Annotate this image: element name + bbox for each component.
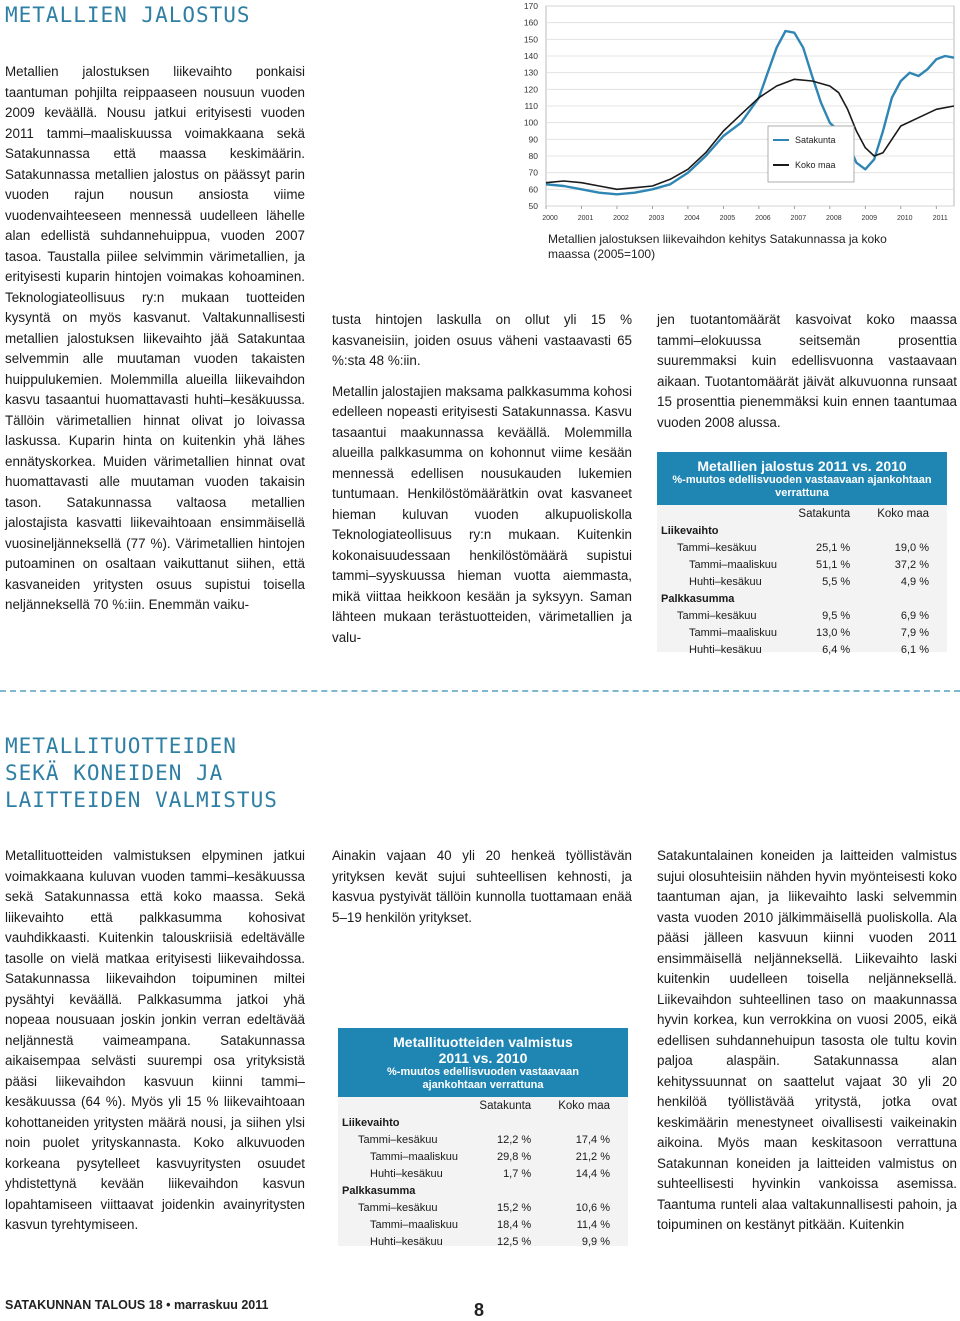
row-label: Huhti–kesäkuu xyxy=(370,1167,443,1180)
x-tick-label: 2004 xyxy=(684,215,700,222)
y-tick-label: 170 xyxy=(523,1,538,11)
cell-satakunta: 9,5 % xyxy=(822,609,851,622)
paragraph: Metallituotteiden valmistuksen elpyminen jatkui voimakkaana kuluvan vuoden tammi–kesäkuussa sekä Satakunnassa että koko maassa. Sekä liikevaihto että palkkasumma kohosivat vauhdikkaasti. Kuitenkin talouskriisiä edeltävälle tasolle on vielä matkaa erityisesti liikevaihdossa. Satakunnassa liikevaihdon toipuminen miltei pysähtyi keväällä. Palkkasumma jatkoi yhä nopeaa nousuaan joskin jonkin verran edeltävää neljännestä vaimeampana. Satakunnassa aikaisempaa selvästi suurempi osa yrityksistä pääsi liikevaihdon kasvuun kiinni tammi–kesäkuussa (64 %). Myös yli 15 % liikevaihtoaan kohottaneiden yritysten määrä nousi, ja siihen ylsi noin puolet yrityskannasta. Koko alkuvuoden korkeana pysytelleet kasvuyritysten osuudet yhdistettynä kevään liikevaihdon kasvun lopahtamiseen viittaavat joidenkin avainyritysten kasvun tyrehtymiseen. xyxy=(5,848,305,1232)
row-label: Tammi–maaliskuu xyxy=(370,1150,459,1163)
cell-koko-maa: 9,9 % xyxy=(581,1235,610,1248)
table-row xyxy=(338,1233,628,1250)
x-tick-label: 2002 xyxy=(613,215,629,222)
table-column-header-row xyxy=(657,505,947,522)
section2-heading: METALLITUOTTEIDEN SEKÄ KONEIDEN JA LAITTEIDEN VALMISTUS xyxy=(5,734,278,812)
cell-koko-maa: 21,2 % xyxy=(575,1150,610,1163)
table-row xyxy=(657,573,947,590)
table-row xyxy=(338,1131,628,1148)
y-tick-label: 160 xyxy=(523,17,538,28)
table-row xyxy=(657,624,947,641)
cell-satakunta: 29,8 % xyxy=(496,1150,532,1163)
x-tick-label: 2007 xyxy=(790,215,807,222)
section-divider xyxy=(0,690,960,692)
legend-label: Satakunta xyxy=(795,135,836,145)
table-row xyxy=(338,1199,628,1216)
table-row xyxy=(657,641,947,658)
y-tick-label: 60 xyxy=(528,184,538,195)
column-header-koko-maa: Koko maa xyxy=(877,507,929,520)
table-group-label: Liikevaihto xyxy=(342,1116,400,1129)
cell-satakunta: 12,2 % xyxy=(496,1133,532,1146)
cell-koko-maa: 10,6 % xyxy=(575,1201,610,1214)
table-group-row xyxy=(657,522,947,539)
table-subtitle: %-muutos edellisvuoden vastaavaan ajankohtaan verrattuna xyxy=(672,474,932,499)
row-label: Tammi–maaliskuu xyxy=(689,558,778,571)
metallituotteiden-valmistus-table xyxy=(338,1028,628,1246)
cell-satakunta: 5,5 % xyxy=(822,575,851,588)
row-label: Huhti–kesäkuu xyxy=(689,575,762,588)
cell-satakunta: 25,1 % xyxy=(815,541,851,554)
table-row xyxy=(338,1148,628,1165)
y-tick-label: 100 xyxy=(523,117,538,128)
table-header xyxy=(338,1028,628,1097)
cell-satakunta: 12,5 % xyxy=(496,1235,532,1248)
paragraph: Satakuntalainen koneiden ja laitteiden valmistus sujui olosuhteisiin nähden hyvin myönteisesti koko taantuman ajan, ja liikevaihto laski selvemmin vasta vuoden 2010 jälkimmäisellä puoliskolla. Ala pääsi jälleen kasvuun kiinni vuoden 2011 ensimmäisellä neljänneksellä. Liikevaihto laski kuitenkin uudelleen toisella neljänneksellä. Liikevaihdon suhteellinen taso on maakunnassa hyvin korkea, kun verrokkina on vuosi 2005, eikä edellisen suhdannehuipun tasosta ole tultu kovin paljoa alaspäin. Satakunnassa alan kehityssuunnat on saattelut vajaat 30 yli 20 henkilöä työllistävää yritystä, jotka ovat keskimäärin menestyneet oivallisesti vaikeinakin aikoina. Myös maan keskitasoon verrattuna Satakunnan koneiden ja laitteiden valmistus on suhteellisesti hyvinkin vankoissa asemissa. Taantuma runteli alaa valtakunnallisesti pahoin, ja toipuminen on kestänyt pitkään. Kuitenkin xyxy=(657,848,957,1232)
table-row xyxy=(338,1216,628,1233)
cell-koko-maa: 37,2 % xyxy=(894,558,929,571)
y-tick-label: 120 xyxy=(523,84,538,95)
cell-satakunta: 6,4 % xyxy=(822,643,851,656)
row-label: Tammi–maaliskuu xyxy=(689,626,778,639)
table-row xyxy=(657,556,947,573)
cell-satakunta: 51,1 % xyxy=(815,558,851,571)
table-row xyxy=(338,1165,628,1182)
table-group-row xyxy=(338,1182,628,1199)
paragraph: Metallien jalostuksen liikevaihto ponkaisi taantuman pohjilta reippaaseen nousuun vuoden 2009 keväällä. Nousu jatkui erityisesti vuoden 2011 tammi–maaliskuussa voimakkaana sekä Satakunnassa että maassa keskimäärin. Satakunnassa metallien jalostus on päässyt parin vuoden rajun nousun ansiosta viime vuodenvaihteeseen mennessä uudelleen lähelle alan edellistä suhdannehuippua, vuoden 2007 tasoa. Taustalla piilee selvimmin värimetallien, ja erityisesti kuparin hintojen voimakas kohoaminen. Teknologiateollisuus ry:n mukaan tuotteiden kysyntä on myös kasvanut. Valtakunnallisesti metallien jalostuksen liikevaihto jää Satakuntaa selvemmin alle muutaman vuoden takaisten huippulukemien. Molemmilla alueilla liikevaihdon kasvu tasaantui huomattavasti huhti–kesäkuussa. Tällöin värimetallien hinnat olivat jo loivassa laskussa. Kuparin hinta on kuitenkin yhä lähes ennätyskorkea. Muiden värimetallien hinnat ovat huomattavasti alle muutaman vuoden takaisin tason. Satakunnassa valtaosa metallien jalostajista kasvatti liikevaihtoaan ensimmäisellä vuosineljänneksellä (77 %). Värimetallien hintojen putoaminen on osaltaan vaikuttanut siihen, että kasvaneiden yritysten osuus supistui toisella neljänneksellä 70 %:iin. Enemmän vaiku- xyxy=(5,64,305,612)
paragraph: Ainakin vajaan 40 yli 20 henkeä työllistävän yrityksen kevät sujui suhteellisen kehnosti, ja kasvua pystyivät tällöin kunnolla tuottamaan enää 5–19 henkilön yritykset. xyxy=(332,848,632,925)
cell-koko-maa: 14,4 % xyxy=(575,1167,610,1180)
y-tick-label: 150 xyxy=(523,34,538,45)
x-tick-label: 2009 xyxy=(861,215,878,222)
section1-col2 xyxy=(332,310,632,658)
row-label: Tammi–maaliskuu xyxy=(370,1218,459,1231)
table-corner-cell xyxy=(657,505,789,522)
y-tick-label: 50 xyxy=(528,201,538,211)
row-label: Tammi–kesäkuu xyxy=(677,609,757,622)
x-tick-label: 2003 xyxy=(648,215,665,222)
cell-satakunta: 13,0 % xyxy=(815,626,851,639)
cell-koko-maa: 11,4 % xyxy=(576,1218,610,1231)
table-group-row xyxy=(338,1114,628,1131)
y-tick-label: 140 xyxy=(523,51,538,61)
x-tick-label: 2008 xyxy=(826,215,842,222)
line-chart xyxy=(510,0,960,232)
x-tick-label: 2010 xyxy=(896,215,913,222)
y-tick-label: 70 xyxy=(528,167,538,178)
cell-koko-maa: 6,9 % xyxy=(900,609,929,622)
paragraph: jen tuotantomäärät kasvoivat koko maassa tammi–elokuussa seitsemän prosenttia suuremmaksi kuin edellisvuonna vastaavaan aikaan. Tuotantomäärät jäivät alkuvuonna runsaat 15 prosenttia pienemmäksi kuin ennen taantumaa vuoden 2008 alussa. xyxy=(657,312,957,430)
legend-label: Koko maa xyxy=(795,160,836,170)
x-tick-label: 2001 xyxy=(577,215,594,222)
table-title: Metallituotteiden valmistus 2011 vs. 2010 xyxy=(393,1034,573,1066)
table-body xyxy=(338,1097,628,1250)
row-label: Huhti–kesäkuu xyxy=(689,643,762,656)
x-tick-label: 2006 xyxy=(755,215,771,222)
chart-caption: Metallien jalostuksen liikevaihdon kehitys Satakunnassa ja koko maassa (2005=100) xyxy=(548,232,887,261)
paragraph: Metallin jalostajien maksama palkkasumma kohosi edelleen nopeasti erityisesti Satakunnassa. Kasvu tasaantui maakunnassa keväällä. Molemmilla alueilla palkkasumma on kohonnut viime kesään mennessä edellisen nousukauden lukemien tuntumaan. Henkilöstömäärätkin ovat kasvaneet hieman kuluvan vuoden alkupuoliskolla Teknologiateollisuus ry:n mukaan. Kuitenkin kokonaisuudessaan henkilöstömäärä supistui tammi–syyskuussa hieman vuotta aiemmasta, mikä viittaa heikkoon kesään ja syksyyn. Saman lähteen mukaan terästuotteiden, värimetallien ja valu- xyxy=(332,383,632,645)
row-label: Tammi–kesäkuu xyxy=(677,541,757,554)
y-tick-label: 110 xyxy=(524,101,538,111)
cell-satakunta: 18,4 % xyxy=(496,1218,532,1231)
table-header xyxy=(657,452,947,505)
column-header-satakunta: Satakunta xyxy=(798,507,851,520)
x-tick-label: 2005 xyxy=(719,215,736,222)
cell-koko-maa: 17,4 % xyxy=(575,1133,610,1146)
table-corner-cell xyxy=(338,1097,470,1114)
table-group-label: Liikevaihto xyxy=(661,524,719,537)
table-title: Metallien jalostus 2011 vs. 2010 xyxy=(697,458,907,474)
y-tick-label: 80 xyxy=(528,151,538,161)
table-group-label: Palkkasumma xyxy=(661,592,735,605)
y-tick-label: 130 xyxy=(523,67,538,78)
cell-satakunta: 15,2 % xyxy=(496,1201,532,1214)
section2-col3 xyxy=(657,846,957,1246)
cell-koko-maa: 6,1 % xyxy=(900,643,929,656)
cell-koko-maa: 7,9 % xyxy=(900,626,929,639)
paragraph: tusta hintojen laskulla on ollut yli 15 % kasvaneisiin, joiden osuus väheni vastaavasti 65 %:sta 48 %:iin. xyxy=(332,312,632,368)
section2-col1 xyxy=(5,846,305,1246)
table-subtitle: %-muutos edellisvuoden vastaavaan ajankohtaan verrattuna xyxy=(387,1066,579,1091)
x-tick-label: 2011 xyxy=(932,215,948,222)
metallien-jalostus-table xyxy=(657,452,947,656)
column-header-satakunta: Satakunta xyxy=(479,1099,532,1112)
cell-koko-maa: 4,9 % xyxy=(900,575,929,588)
row-label: Huhti–kesäkuu xyxy=(370,1235,443,1248)
table-row xyxy=(657,539,947,556)
section1-heading: METALLIEN JALOSTUS xyxy=(5,3,251,27)
section1-col1 xyxy=(5,62,305,626)
x-tick-label: 2000 xyxy=(542,215,558,222)
table-row xyxy=(657,607,947,624)
cell-koko-maa: 19,0 % xyxy=(894,541,929,554)
table-body xyxy=(657,505,947,658)
table-column-header-row xyxy=(338,1097,628,1114)
row-label: Tammi–kesäkuu xyxy=(358,1201,438,1214)
y-tick-label: 90 xyxy=(528,134,538,145)
page-number: 8 xyxy=(474,1300,485,1320)
cell-satakunta: 1,7 % xyxy=(503,1167,532,1180)
column-header-koko-maa: Koko maa xyxy=(558,1099,610,1112)
table-group-label: Palkkasumma xyxy=(342,1184,416,1197)
table-group-row xyxy=(657,590,947,607)
publication-footer: SATAKUNNAN TALOUS 18 • marraskuu 2011 xyxy=(5,1298,269,1312)
section2-col2 xyxy=(332,846,632,938)
row-label: Tammi–kesäkuu xyxy=(358,1133,438,1146)
section1-col3 xyxy=(657,310,957,443)
